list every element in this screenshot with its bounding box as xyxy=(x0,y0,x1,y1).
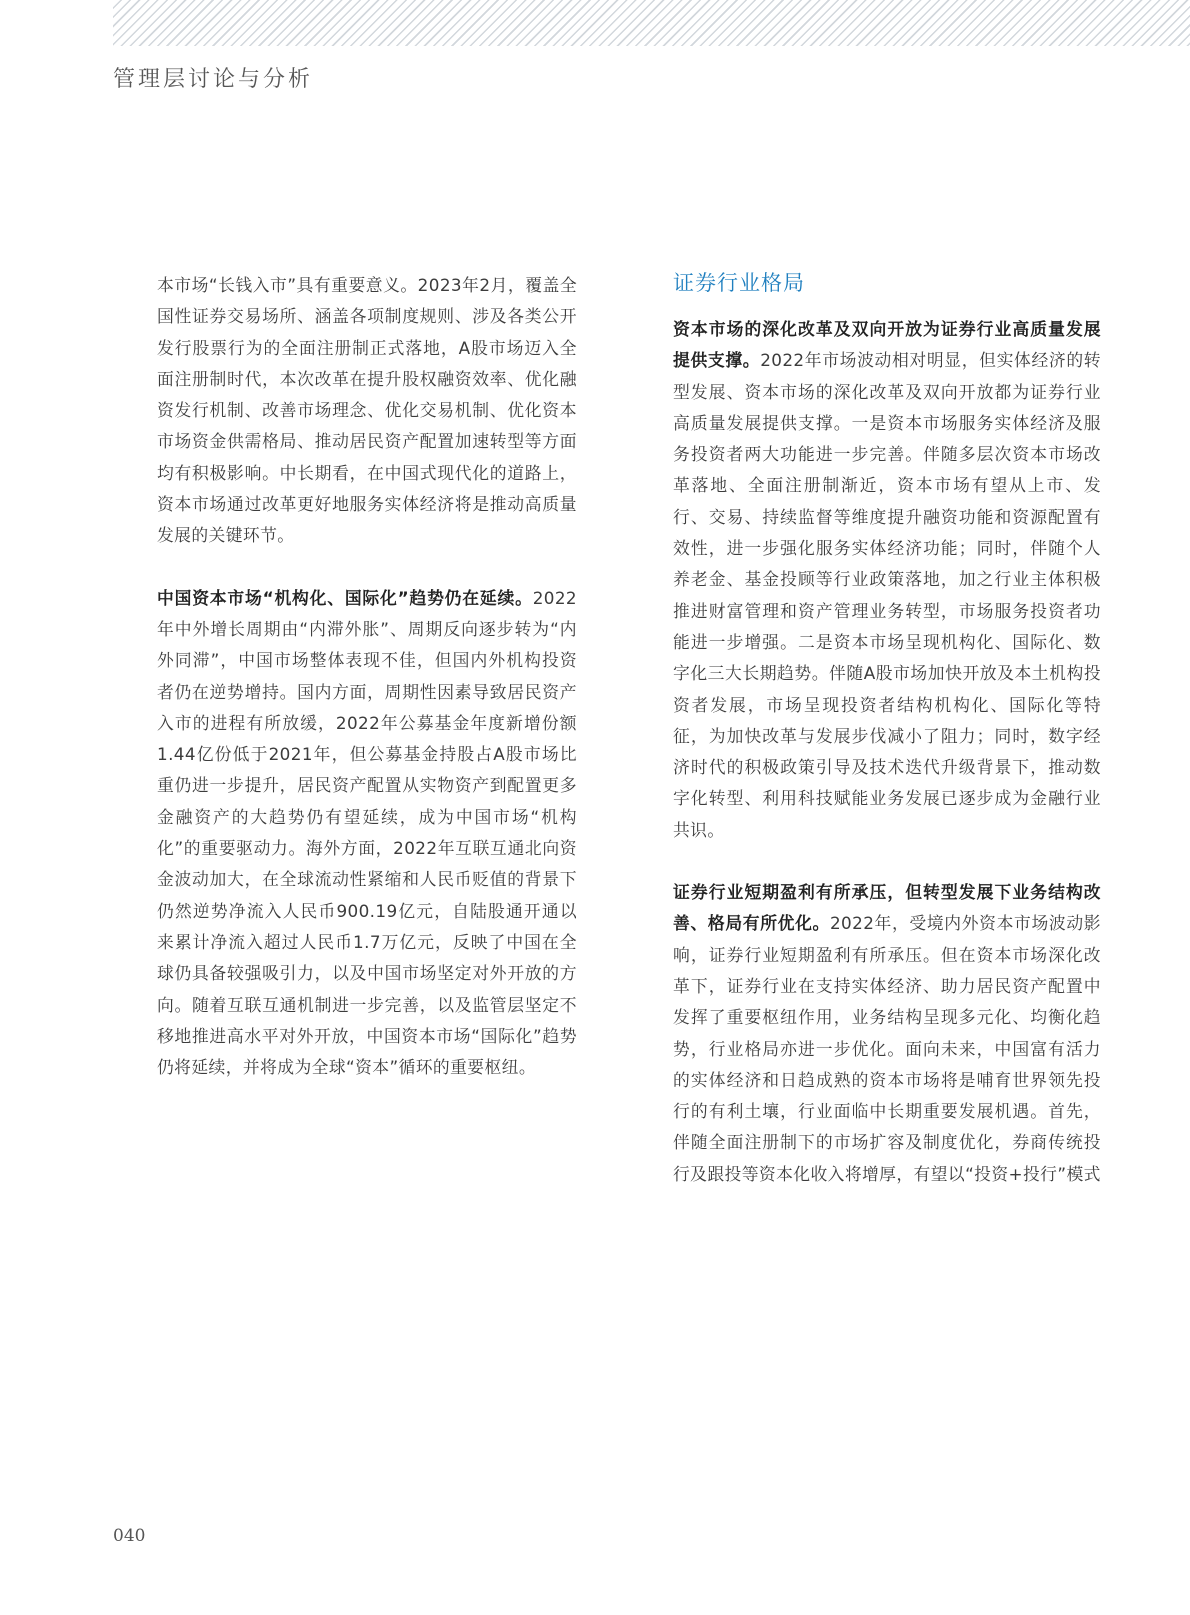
section-title: 管理层讨论与分析 xyxy=(113,67,314,92)
subsection-heading: 证券行业格局 xyxy=(673,271,805,295)
paragraph xyxy=(157,583,577,1084)
paragraph-lead: 证券行业短期盈利有所承压，但转型发展下业务结构改善、格局有所优化。 xyxy=(673,882,1101,934)
paragraph-text: 2022年中外增长周期由“内滞外胀”、周期反向逐步转为“内外同滞”，中国市场整体表现不佳，但国内外机构投资者仍在逆势增持。国内方面，周期性因素导致居民资产入市的进程有所放缓，2022年公募基金年度新增份额1.44亿份低于2021年，但公募基金持股占A股市场比重仍进一步提升，居民资产配置从实物资产到配置更多金融资产的大趋势仍有望延续，成为中国市场“机构化”的重要驱动力。海外方面，2022年互联互通北向资金波动加大，在全球流动性紧缩和人民币贬值的背景下仍然逆势净流入人民币900.19亿元，自陆股通开通以来累计净流入超过人民币1.7万亿元，反映了中国在全球仍具备较强吸引力，以及中国市场坚定对外开放的方向。随着互联互通机制进一步完善，以及监管层坚定不移地推进高水平对外开放，中国资本市场“国际化”趋势仍将延续，并将成为全球“资本”循环的重要枢纽。 xyxy=(157,587,577,1078)
paragraph xyxy=(673,314,1101,846)
paragraph-lead: 中国资本市场“机构化、国际化”趋势仍在延续。 xyxy=(157,587,533,608)
right-column xyxy=(673,268,1101,1190)
left-column xyxy=(157,270,577,1083)
paragraph xyxy=(157,270,577,552)
paragraph-text: 2022年市场波动相对明显，但实体经济的转型发展、资本市场的深化改革及双向开放都为证券行业高质量发展提供支撑。一是资本市场服务实体经济及服务投资者两大功能进一步完善。伴随多层次资本市场改革落地、全面注册制渐近，资本市场有望从上市、发行、交易、持续监督等维度提升融资功能和资源配置有效性，进一步强化服务实体经济功能；同时，伴随个人养老金、基金投顾等行业政策落地，加之行业主体积极推进财富管理和资产管理业务转型，市场服务投资者功能进一步增强。二是资本市场呈现机构化、国际化、数字化三大长期趋势。伴随A股市场加快开放及本土机构投资者发展，市场呈现投资者结构机构化、国际化等特征，为加快改革与发展步伐减小了阻力；同时，数字经济时代的积极政策引导及技术迭代升级背景下，推动数字化转型、利用科技赋能业务发展已逐步成为金融行业共识。 xyxy=(673,350,1101,840)
paragraph xyxy=(673,877,1101,1190)
paragraph-text: 本市场“长钱入市”具有重要意义。2023年2月，覆盖全国性证券交易场所、涵盖各项制度规则、涉及各类公开发行股票行为的全面注册制正式落地，A股市场迈入全面注册制时代，本次改革在提升股权融资效率、优化融资发行机制、改善市场理念、优化交易机制、优化资本市场资金供需格局、推动居民资产配置加速转型等方面均有积极影响。中长期看，在中国式现代化的道路上，资本市场通过改革更好地服务实体经济将是推动高质量发展的关键环节。 xyxy=(157,275,577,546)
header-hatch-band xyxy=(113,0,1190,46)
paragraph-lead: 资本市场的深化改革及双向开放为证券行业高质量发展提供支撑。 xyxy=(673,319,1101,371)
paragraph-text: 2022年，受境内外资本市场波动影响，证券行业短期盈利有所承压。但在资本市场深化改革下，证券行业在支持实体经济、助力居民资产配置中发挥了重要枢纽作用，业务结构呈现多元化、均衡化趋势，行业格局亦进一步优化。面向未来，中国富有活力的实体经济和日趋成熟的资本市场将是哺育世界领先投行的有利土壤，行业面临中长期重要发展机遇。首先，伴随全面注册制下的市场扩容及制度优化，券商传统投行及跟投等资本化收入将增厚，有望以“投资+投行”模式 xyxy=(673,913,1101,1184)
page-number: 040 xyxy=(113,1526,146,1546)
